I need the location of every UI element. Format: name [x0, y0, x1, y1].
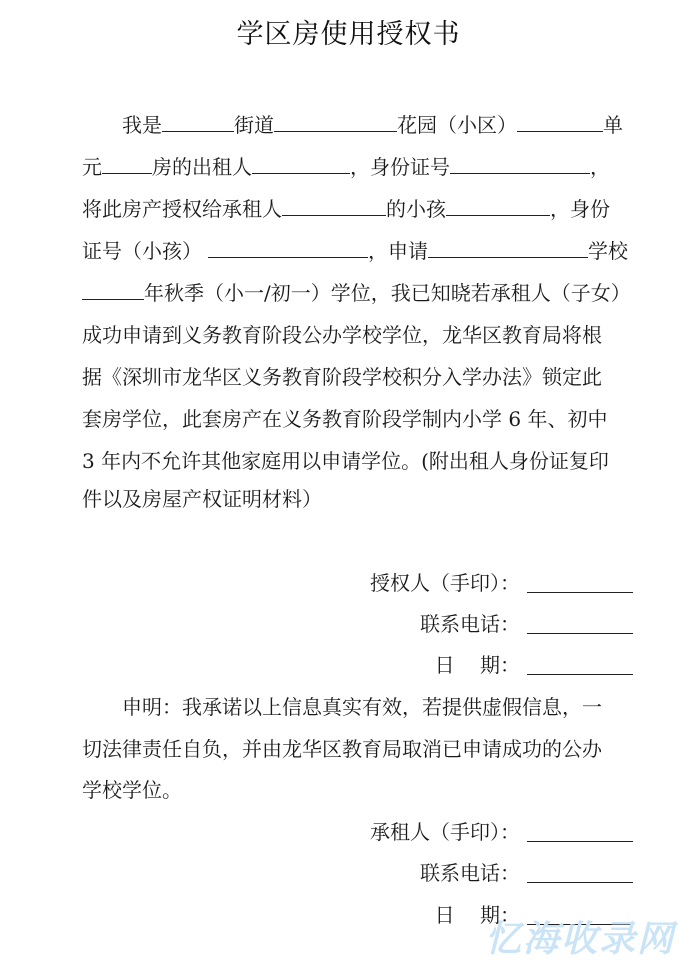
declaration-line-3: 学校学位。	[82, 778, 182, 802]
body-line-5	[82, 278, 631, 308]
declaration-line-1: 申明：我承诺以上信息真实有效，若提供虚假信息，一	[122, 695, 602, 719]
unit-blank[interactable]	[517, 111, 603, 132]
text-street: 街道	[234, 113, 274, 137]
school-blank[interactable]	[428, 237, 588, 258]
lessee-blank[interactable]	[527, 841, 633, 842]
body-line-3	[82, 194, 610, 224]
text-landlord: 房的出租人	[152, 155, 252, 179]
child-id-blank[interactable]	[208, 237, 368, 258]
text-apply: ，申请	[368, 239, 428, 263]
authorizer-blank[interactable]	[527, 592, 633, 593]
garden-blank[interactable]	[274, 111, 397, 132]
lessee-phone-label: 联系电话：	[420, 861, 520, 885]
room-blank[interactable]	[102, 153, 152, 174]
landlord-id-blank[interactable]	[450, 153, 590, 174]
text-child: 的小孩	[386, 197, 446, 221]
body-line-6: 成功申请到义务教育阶段公办学校学位，龙华区教育局将根	[82, 323, 602, 347]
landlord-phone-blank[interactable]	[527, 633, 633, 634]
lessee-phone-blank[interactable]	[527, 882, 633, 883]
text-unit-end: 元	[82, 155, 102, 179]
page-title: 学区房使用授权书	[236, 19, 461, 50]
text-school: 学校	[588, 239, 628, 263]
child-name-blank[interactable]	[446, 195, 550, 216]
text-comma: ，	[590, 155, 610, 179]
body-line-8: 套房学位，此套房产在义务教育阶段学制内小学 6 年、初中	[82, 407, 608, 431]
text-id-number: ，身份证号	[350, 155, 450, 179]
text-authorize-to: 将此房产授权给承租人	[82, 197, 282, 221]
text-autumn: 年秋季（小一/初一）学位，我已知晓若承租人（子女）	[144, 281, 631, 305]
body-line-4	[82, 236, 628, 266]
text-child-id: 证号（小孩）	[82, 239, 202, 263]
lessee-name-blank[interactable]	[282, 195, 386, 216]
watermark-logo: 忆海收录网	[484, 919, 675, 960]
landlord-name-blank[interactable]	[252, 153, 350, 174]
landlord-date-label: 日 期：	[434, 653, 520, 677]
street-blank[interactable]	[162, 111, 234, 132]
landlord-date-blank[interactable]	[527, 674, 633, 675]
body-line-7: 据《深圳市龙华区义务教育阶段学校积分入学办法》锁定此	[82, 365, 602, 389]
body-line-1	[122, 110, 623, 140]
year-blank[interactable]	[82, 279, 144, 300]
body-line-2	[82, 152, 610, 182]
text-wo-shi: 我是	[122, 113, 162, 137]
lessee-label: 承租人（手印）：	[370, 820, 520, 844]
text-garden: 花园（小区）	[397, 113, 517, 137]
landlord-phone-label: 联系电话：	[420, 612, 520, 636]
declaration-line-2: 切法律责任自负，并由龙华区教育局取消已申请成功的公办	[82, 737, 602, 761]
text-id-start: ，身份	[550, 197, 610, 221]
lessee-date-label: 日 期：	[434, 903, 520, 927]
body-line-9: 3 年内不允许其他家庭用以申请学位。(附出租人身份证复印	[82, 449, 609, 473]
body-line-10: 件以及房屋产权证明材料）	[82, 487, 322, 511]
text-unit-start: 单	[603, 113, 623, 137]
authorizer-label: 授权人（手印）：	[370, 571, 520, 595]
